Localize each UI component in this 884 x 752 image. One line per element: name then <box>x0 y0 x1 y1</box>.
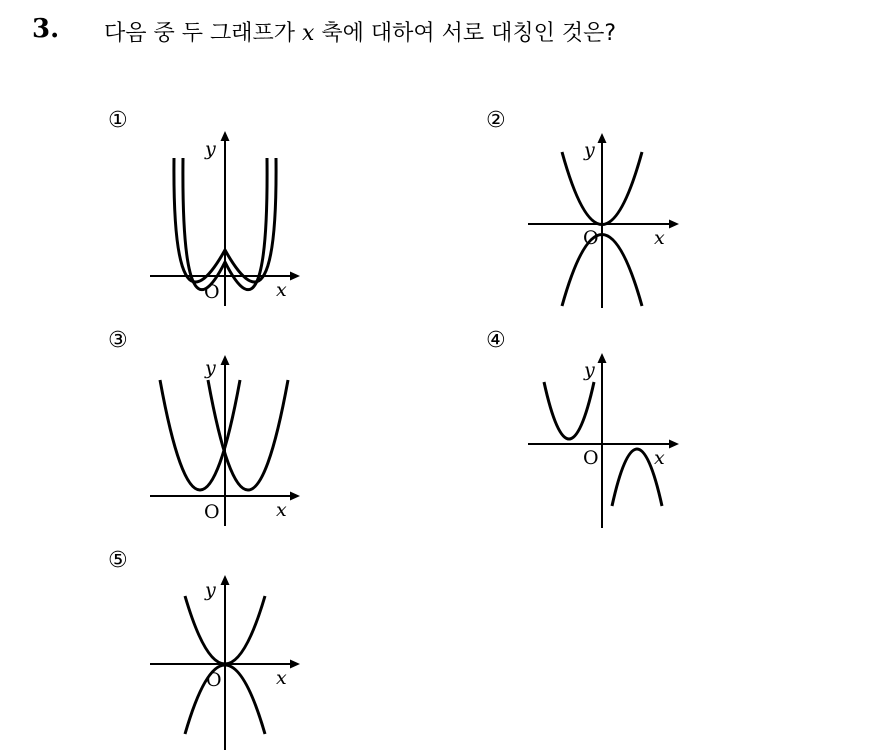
x-axis-label: x <box>276 499 287 521</box>
x-axis-label: x <box>276 279 287 301</box>
y-axis-arrow <box>221 575 230 585</box>
question-text-after: 축에 대하여 서로 대칭인 것은? <box>314 21 617 46</box>
origin-label: O <box>583 447 599 469</box>
choice-1-marker[interactable]: ① <box>108 108 128 133</box>
y-axis-label: y <box>584 139 595 161</box>
x-axis-arrow <box>290 660 300 669</box>
y-axis-label: y <box>205 579 216 601</box>
y-axis-label: y <box>584 359 595 381</box>
origin-label: O <box>583 227 599 249</box>
choice-4-marker[interactable]: ④ <box>486 328 506 353</box>
y-axis-label: y <box>205 138 216 160</box>
y-axis-label: y <box>205 357 216 379</box>
origin-label: O <box>206 669 222 691</box>
x-axis-label: x <box>276 667 287 689</box>
origin-label: O <box>204 501 220 523</box>
question-number: 3. <box>32 14 60 44</box>
x-axis-label: x <box>654 227 665 249</box>
x-axis-label: x <box>654 447 665 469</box>
origin-label: O <box>204 281 220 303</box>
choice-5-marker[interactable]: ⑤ <box>108 548 128 573</box>
question-text-before: 다음 중 두 그래프가 <box>104 21 302 46</box>
choice-2-marker[interactable]: ② <box>486 108 506 133</box>
question-variable: x <box>302 21 315 46</box>
choice-3-marker[interactable]: ③ <box>108 328 128 353</box>
